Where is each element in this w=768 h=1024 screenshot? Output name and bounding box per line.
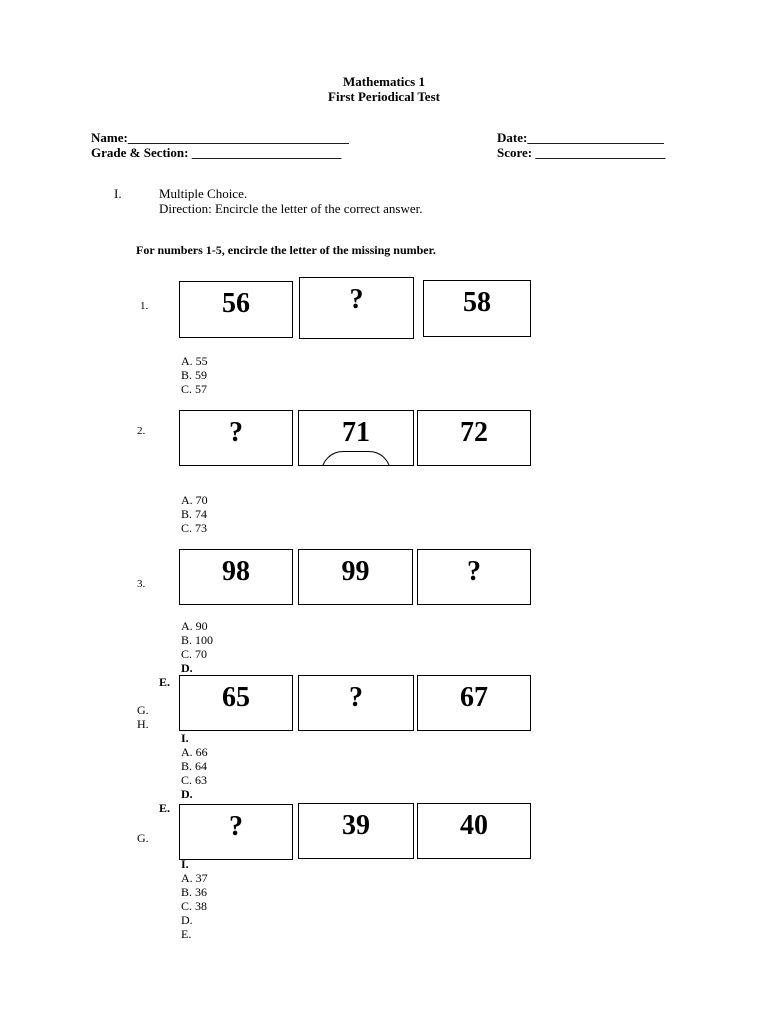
stray-marker: G. — [137, 831, 149, 845]
number-box: 40 — [417, 803, 531, 859]
answer-option[interactable]: C. 57 — [181, 382, 208, 396]
answer-option[interactable]: B. 59 — [181, 368, 208, 382]
stray-marker: I. — [181, 731, 189, 745]
number-box: ? — [417, 549, 531, 605]
number-box: 39 — [298, 803, 414, 859]
stray-marker: G. — [137, 703, 149, 717]
name-field: Name:__________________________________ — [91, 130, 349, 145]
answer-option[interactable]: A. 90 — [181, 619, 208, 633]
stray-marker: D. — [181, 661, 193, 675]
answer-option[interactable]: C. 38 — [181, 899, 208, 913]
number-box: 56 — [179, 281, 293, 338]
number-box: ? — [179, 410, 293, 466]
number-box: ? — [299, 277, 414, 339]
stray-marker: E. — [159, 675, 171, 689]
answer-option[interactable]: B. 64 — [181, 759, 208, 773]
number-box: 67 — [417, 675, 531, 731]
stray-marker: D. — [181, 913, 193, 927]
number-box: ? — [298, 675, 414, 731]
test-subtitle: First Periodical Test — [328, 89, 440, 104]
test-title: Mathematics 1 — [343, 74, 425, 89]
stray-marker: D. — [181, 787, 193, 801]
number-box: 65 — [179, 675, 293, 731]
section-direction: Direction: Encircle the letter of the correct answer. — [159, 201, 423, 216]
section-number: I. — [114, 186, 122, 201]
answer-option[interactable]: A. 66 — [181, 745, 208, 759]
answer-option[interactable]: A. 37 — [181, 871, 208, 885]
answer-option[interactable]: A. 55 — [181, 354, 208, 368]
question-number: 3. — [137, 578, 146, 590]
number-box: 71 — [298, 410, 414, 466]
answer-option[interactable]: C. 70 — [181, 647, 208, 661]
question-number: 2. — [137, 425, 146, 437]
section-title: Multiple Choice. — [159, 186, 248, 201]
number-box: 99 — [298, 549, 413, 605]
answer-option[interactable]: B. 36 — [181, 885, 208, 899]
stray-marker: H. — [137, 717, 149, 731]
number-box: 98 — [179, 549, 293, 605]
number-box: 72 — [417, 410, 531, 466]
answer-option[interactable]: B. 74 — [181, 507, 208, 521]
stray-arc-mark — [321, 451, 391, 466]
answer-option[interactable]: B. 100 — [181, 633, 214, 647]
stray-marker: I. — [181, 857, 189, 871]
instruction: For numbers 1-5, encircle the letter of the missing number. — [136, 243, 436, 257]
date-field: Date:_____________________ — [497, 130, 664, 145]
number-box: ? — [179, 804, 293, 860]
number-box: 58 — [423, 280, 531, 337]
stray-marker: E. — [159, 801, 171, 815]
stray-marker: E. — [181, 927, 192, 941]
answer-option[interactable]: A. 70 — [181, 493, 208, 507]
answer-option[interactable]: C. 73 — [181, 521, 208, 535]
score-field: Score: ____________________ — [497, 145, 666, 160]
question-number: 1. — [140, 300, 149, 312]
grade-section-field: Grade & Section: _______________________ — [91, 145, 342, 160]
answer-option[interactable]: C. 63 — [181, 773, 208, 787]
